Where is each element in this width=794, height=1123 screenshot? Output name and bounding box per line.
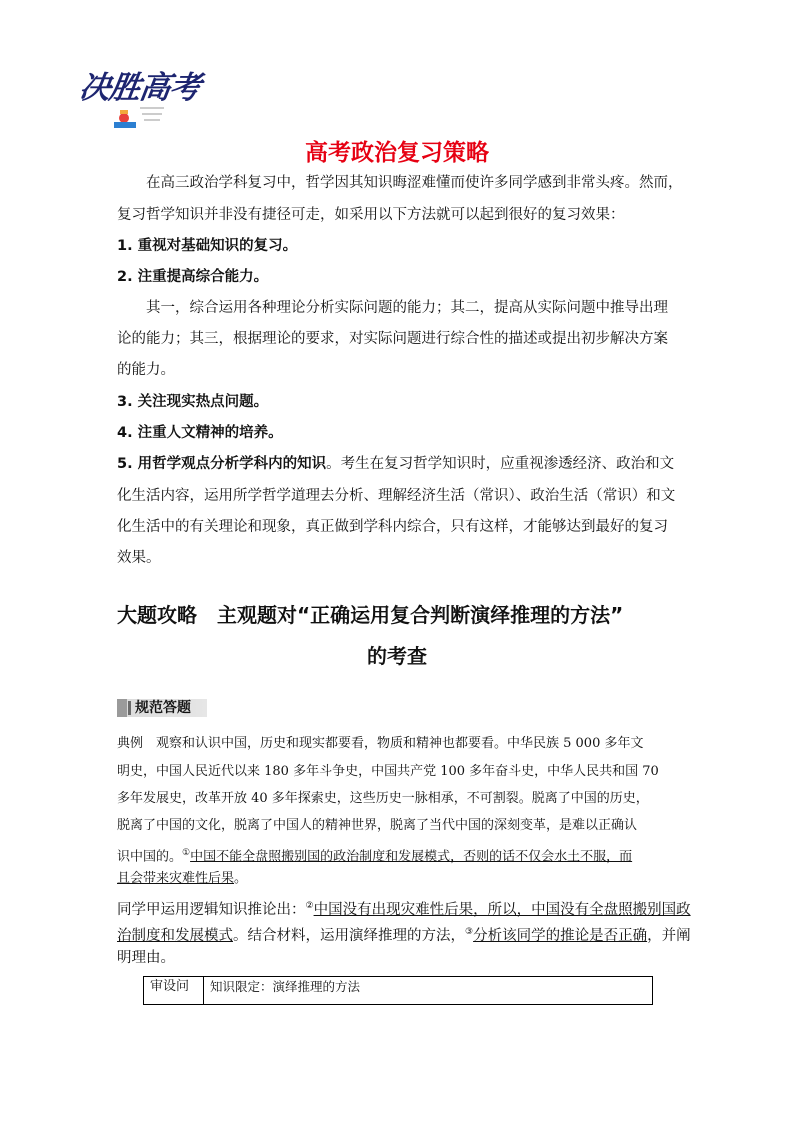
point-2-body-3: 的能力。 bbox=[117, 362, 175, 378]
marker-1: ① bbox=[182, 848, 191, 858]
point-2: 2. 注重提高综合能力。 bbox=[117, 269, 269, 285]
point-5-text: 。考生在复习哲学知识时，应重视渗透经济、政治和文 bbox=[326, 456, 675, 472]
example-line-6: 且会带来灾难性后果。 bbox=[117, 871, 248, 886]
example-line-2: 明史，中国人民近代以来 180 多年斗争史，中国共产党 100 多年奋斗史，中华人民共和国 70 bbox=[117, 764, 659, 779]
point-2-body-2: 论的能力；其三，根据理论的要求，对实际问题进行综合性的描述或提出初步解决方案 bbox=[117, 331, 668, 347]
point-5-heading: 5. 用哲学观点分析学科内的知识 bbox=[117, 456, 327, 472]
example-line-4: 脱离了中国的文化，脱离了中国人的精神世界，脱离了当代中国的深刻变革，是难以正确认 bbox=[117, 818, 638, 833]
logo-text: 决胜高考 bbox=[76, 70, 203, 106]
logo-decoration-icon bbox=[110, 102, 170, 132]
marker-3: ③ bbox=[465, 927, 474, 937]
section-tag: 规范答题 bbox=[117, 699, 207, 717]
section-heading-line-2: 的考查 bbox=[367, 644, 427, 668]
analysis-table bbox=[143, 976, 653, 1005]
point-1: 1. 重视对基础知识的复习。 bbox=[117, 238, 298, 254]
point-2-body-1: 其一，综合运用各种理论分析实际问题的能力；其二，提高从实际问题中推导出理 bbox=[146, 300, 668, 316]
section-heading-line-1: 大题攻略 主观题对“正确运用复合判断演绎推理的方法” bbox=[117, 603, 624, 627]
point-5-line-3: 化生活中的有关理论和现象，真正做到学科内综合，只有这样，才能够达到最好的复习 bbox=[117, 519, 668, 535]
point-5-line-1 bbox=[117, 454, 677, 474]
point-4: 4. 注重人文精神的培养。 bbox=[117, 425, 283, 441]
example-line-3: 多年发展史，改革开放 40 多年探索史，这些历史一脉相承，不可割裂。脱离了中国的历史， bbox=[117, 791, 649, 806]
question-line-3: 明理由。 bbox=[117, 950, 175, 966]
question-line-2: 治制度和发展模式。结合材料，运用演绎推理的方法，③分析该同学的推论是否正确，并阐 bbox=[117, 927, 691, 944]
underlined-text-1: 中国不能全盘照搬别国的政治制度和发展模式，否则的话不仅会水土不服，而 bbox=[190, 849, 633, 865]
question-line-1: 同学甲运用逻辑知识推论出：②中国没有出现灾难性后果，所以，中国没有全盘照搬别国政 bbox=[117, 901, 691, 918]
example-line-5: 识中国的。①中国不能全盘照搬别国的政治制度和发展模式，否则的话不仅会水土不服，而 bbox=[117, 848, 633, 865]
point-5-line-2: 化生活内容，运用所学哲学道理去分析、理解经济生活（常识）、政治生活（常识）和文 bbox=[117, 488, 676, 504]
example-line-1: 典例 观察和认识中国，历史和现实都要看，物质和精神也都要看。中华民族 5 000 多年文 bbox=[117, 736, 644, 751]
point-5-line-4: 效果。 bbox=[117, 550, 161, 566]
table-label: 审设问 bbox=[144, 977, 204, 1004]
logo bbox=[76, 62, 208, 134]
intro-line-2: 复习哲学知识并非没有捷径可走，如采用以下方法就可以起到很好的复习效果： bbox=[117, 207, 625, 223]
table-content: 知识限定：演绎推理的方法 bbox=[210, 979, 361, 994]
marker-2: ② bbox=[305, 901, 314, 911]
point-3: 3. 关注现实热点问题。 bbox=[117, 394, 269, 410]
page-title: 高考政治复习策略 bbox=[305, 140, 489, 166]
intro-line-1: 在高三政治学科复习中，哲学因其知识晦涩难懂而使许多同学感到非常头疼。然而， bbox=[146, 175, 683, 191]
